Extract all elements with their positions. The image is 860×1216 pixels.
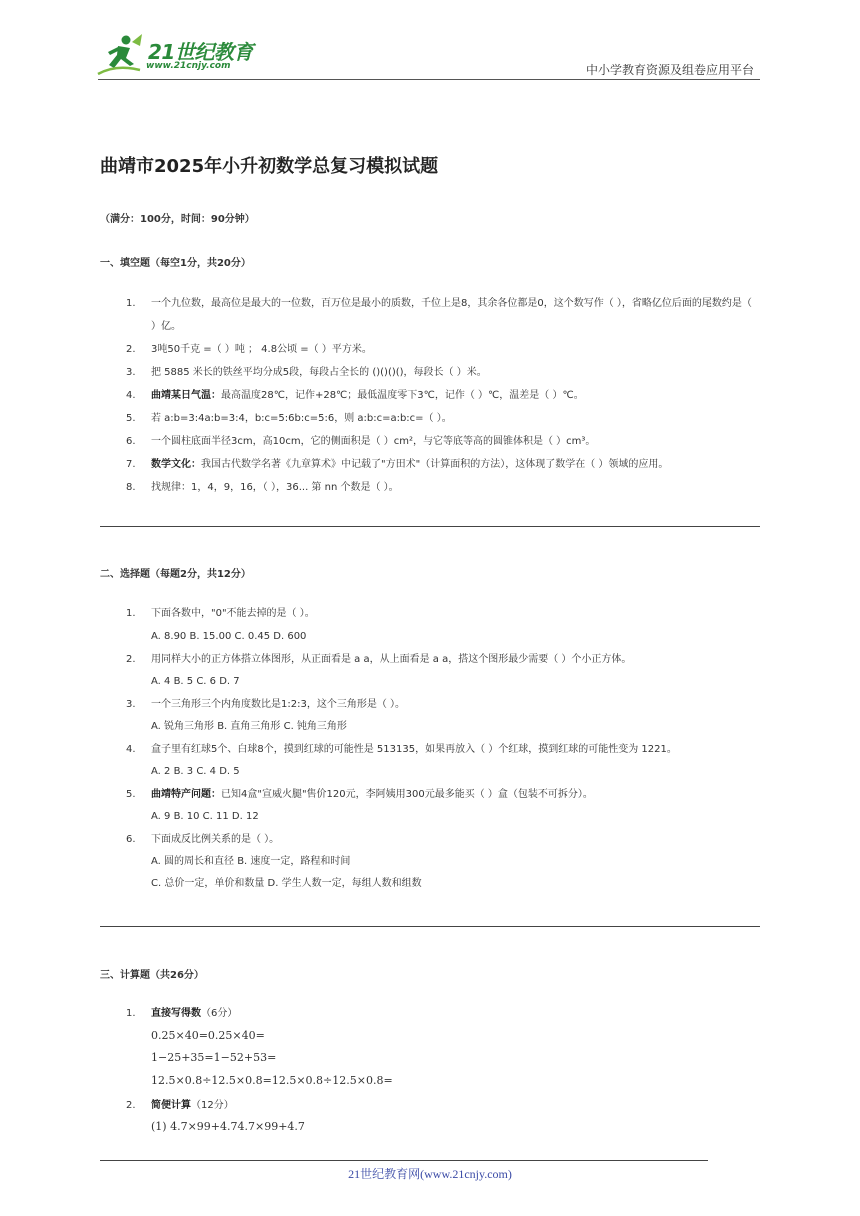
answer-options: A. 9 B. 10 C. 11 D. 12 — [151, 811, 259, 822]
question-text: 最高温度28℃，记作+28℃；最低温度零下3℃，记作（ ）℃，温差是（ ）℃。 — [221, 390, 584, 401]
question-number: 1. — [126, 608, 136, 619]
section-divider — [100, 926, 760, 927]
question-number: 2. — [126, 1100, 136, 1111]
answer-options: A. 锐角三角形 B. 直角三角形 C. 钝角三角形 — [151, 721, 347, 732]
page-header — [0, 0, 860, 90]
question-text: 已知4盒"宣威火腿"售价120元，李阿姨用300元最多能买（ ）盒（包装不可拆分）。 — [221, 789, 593, 800]
question-number: 6. — [126, 834, 136, 845]
question-topic: 直接写得数 — [151, 1008, 201, 1019]
question-text: 下面成反比例关系的是（ ）。 — [151, 834, 280, 845]
question-topic: 曲靖特产问题： — [151, 789, 221, 800]
runner-logo-icon — [96, 34, 144, 78]
answer-options: A. 2 B. 3 C. 4 D. 5 — [151, 766, 240, 777]
question-text: 一个九位数，最高位是最大的一位数，百万位是最小的质数，千位上是8，其余各位都是0，这个数写作（ ），省略亿位后面的尾数约是（ ）亿。 — [151, 298, 752, 332]
answer-options: C. 总价一定，单价和数量 D. 学生人数一定，每组人数和组数 — [151, 878, 422, 889]
section-heading-multiple-choice: 二、选择题（每题2分，共12分） — [100, 569, 251, 580]
question-number: 5. — [126, 789, 136, 800]
page-title: 曲靖市2025年小升初数学总复习模拟试题 — [100, 156, 439, 177]
site-logo — [96, 34, 266, 78]
question-text: 若 a:b=3:4a:b=3:4，b:c=5:6b:c=5:6，则 a:b:c=a:b:c=（ ）。 — [151, 413, 452, 424]
calc-line: 0.25×40=0.25×40= — [151, 1029, 265, 1042]
question-text: 用同样大小的正方体搭立体图形，从正面看是 a a，从上面看是 a a，搭这个图形最少需要（ ）个小正方体。 — [151, 654, 632, 665]
question-number: 7. — [126, 459, 136, 470]
answer-options: A. 4 B. 5 C. 6 D. 7 — [151, 676, 240, 687]
answer-options: A. 8.90 B. 15.00 C. 0.45 D. 600 — [151, 631, 307, 642]
question-text: 一个三角形三个内角度数比是1:2:3，这个三角形是（ ）。 — [151, 699, 406, 710]
question-text: 一个圆柱底面半径3cm，高10cm，它的侧面积是（ ）cm²，与它等底等高的圆锥体积是（ ）cm³。 — [151, 436, 596, 447]
section-divider — [100, 526, 760, 527]
question-text: （12分） — [191, 1100, 234, 1111]
logo-text: 21世纪教育 — [148, 40, 253, 64]
question-topic: 简便计算 — [151, 1100, 191, 1111]
question-number: 3. — [126, 367, 136, 378]
question-number: 2. — [126, 654, 136, 665]
question-text: （6分） — [201, 1008, 238, 1019]
question-number: 3. — [126, 699, 136, 710]
question-number: 4. — [126, 744, 136, 755]
footer-text: 21世纪教育网(www.21cnjy.com) — [348, 1167, 512, 1181]
question-text: 盒子里有红球5个、白球8个，摸到红球的可能性是 513135，如果再放入（ ）个红球，摸到红球的可能性变为 1221。 — [151, 744, 677, 755]
question-item — [126, 693, 760, 716]
question-text: 我国古代数学名著《九章算术》中记载了"方田术"（计算面积的方法），这体现了数学在（ ）领域的应用。 — [201, 459, 669, 470]
question-item — [126, 648, 760, 671]
question-text: 把 5885 米长的铁丝平均分成5段，每段占全长的 ()()()()，每段长（ ）米。 — [151, 367, 487, 378]
header-divider — [98, 79, 760, 80]
question-item — [126, 430, 760, 453]
question-item — [126, 783, 760, 806]
question-item — [126, 292, 760, 338]
logo-url: www.21cnjy.com — [146, 61, 231, 71]
footer-divider — [100, 1160, 708, 1161]
calc-line: (1) 4.7×99+4.74.7×99+4.7 — [151, 1120, 305, 1133]
question-number: 5. — [126, 413, 136, 424]
question-item — [126, 602, 760, 625]
answer-options: A. 圆的周长和直径 B. 速度一定，路程和时间 — [151, 856, 351, 867]
question-number: 2. — [126, 344, 136, 355]
calc-line: 1−25+35=1−52+53= — [151, 1051, 277, 1064]
question-text: 3吨50千克 =（ ）吨 ； 4.8公顷 =（ ）平方米。 — [151, 344, 372, 355]
question-item — [126, 738, 760, 761]
calc-line: 12.5×0.8÷12.5×0.8=12.5×0.8÷12.5×0.8= — [151, 1074, 393, 1087]
question-number: 8. — [126, 482, 136, 493]
question-item — [126, 828, 760, 851]
question-item — [126, 338, 760, 361]
question-item — [126, 407, 760, 430]
question-item — [126, 384, 760, 407]
question-item — [126, 453, 760, 476]
question-number: 1. — [126, 298, 136, 309]
section-heading-fill-in: 一、填空题（每空1分，共20分） — [100, 258, 251, 269]
question-text: 找规律：1，4，9，16，（ ），36... 第 nn 个数是（ ）。 — [151, 482, 399, 493]
question-number: 1. — [126, 1008, 136, 1019]
question-item — [126, 361, 760, 384]
question-number: 6. — [126, 436, 136, 447]
question-number: 4. — [126, 390, 136, 401]
question-text: 下面各数中，"0"不能去掉的是（ ）。 — [151, 608, 315, 619]
question-item — [126, 1002, 760, 1025]
exam-info: （满分：100分，时间：90分钟） — [100, 214, 255, 225]
platform-label: 中小学教育资源及组卷应用平台 — [585, 63, 754, 77]
question-topic: 数学文化： — [151, 459, 201, 470]
section-heading-calculation: 三、计算题（共26分） — [100, 970, 204, 981]
question-topic: 曲靖某日气温： — [151, 390, 221, 401]
question-item — [126, 1094, 760, 1117]
question-item — [126, 476, 760, 499]
